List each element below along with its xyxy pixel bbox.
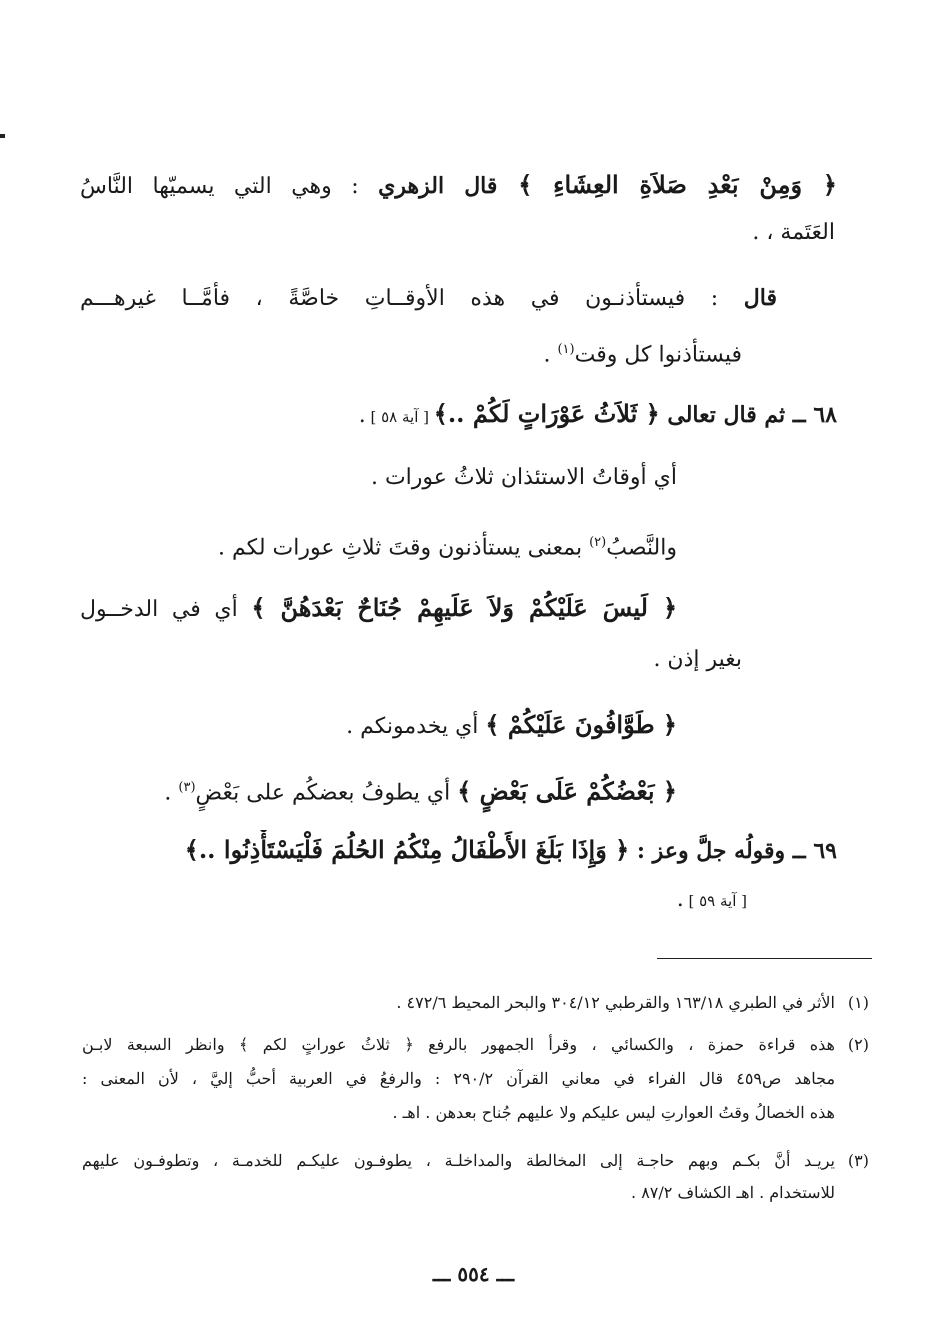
body-text: أي في الدخــول — [80, 597, 252, 622]
body-line-2 — [80, 213, 835, 253]
body-line-11 — [80, 768, 677, 813]
footnote-ref: (٢) — [589, 535, 607, 550]
body-line-1 — [80, 165, 837, 207]
body-line-10 — [80, 705, 677, 747]
body-text: . — [164, 780, 179, 806]
footnote-2-line-2: مجاهد ص٤٥٩ قال الفراء في معاني القرآن ٢٩٠/٢ : والرفعُ في العربية أحبُّ إليَّ ، لأن المعنى : — [82, 1069, 835, 1088]
footnote-3-line-1: يريـد أنَّ بكـم وبهم حاجـة إلى المخالطة والمداخلـة ، يطوفـون عليكـم للخدمـة ، وتطوفـون عليهم — [82, 1151, 835, 1170]
body-line-9 — [80, 640, 742, 680]
quran-verse: ﴿ وَإِذَا بَلَغَ الأَطْفَالُ مِنْكُمُ الحُلُمَ فَلْيَسْتَأْذِنُوا ..﴾ — [184, 835, 630, 864]
footnote-number: (٢) — [847, 1035, 869, 1054]
footnote-2-line-3: هذه الخصالُ وقتُ العوارتِ ليس عليكم ولا عليهم جُناح بعدهن . اهـ . — [392, 1103, 835, 1122]
speaker-name: قال — [743, 285, 777, 311]
footnote-ref: (٣) — [178, 780, 196, 795]
body-line-6 — [80, 458, 677, 498]
footnote-separator — [657, 958, 872, 959]
body-line-4 — [80, 330, 742, 375]
footnote-2-line-1: هذه قراءة حمزة ، والكسائي ، وقرأ الجمهور بالرفع ﴿ ثلاثُ عوراتٍ لكم ﴾ وانظر السبعة لابـن — [82, 1035, 835, 1054]
body-text: . — [543, 342, 558, 368]
scan-artifact — [0, 134, 5, 138]
footnote-ref: (١) — [557, 342, 575, 357]
speaker-name: قال الزهري — [378, 173, 498, 199]
verse-reference-line — [80, 880, 747, 921]
body-text: بمعنى يستأذنون وقتَ ثلاثِ عورات لكم . — [218, 535, 590, 561]
entry-69-heading — [80, 830, 837, 872]
body-text: بغير إذن . — [653, 647, 742, 672]
quran-verse: ﴿ طَوَّافُونَ عَلَيْكُمْ ﴾ — [485, 710, 677, 739]
body-text: والنَّصبُ — [606, 535, 677, 561]
body-text: . — [676, 887, 684, 912]
entry-68-heading — [80, 394, 837, 437]
page-number: ـــ ٥٥٤ ـــ — [432, 1262, 515, 1286]
quran-verse: ﴿ وَمِنْ بَعْدِ صَلاَةِ العِشَاءِ ﴾ — [497, 170, 837, 199]
quran-verse: ﴿ ثَلاَثُ عَوْرَاتٍ لَكُمْ ..﴾ — [433, 399, 660, 428]
body-line-8 — [80, 588, 677, 630]
body-text: أي يطوفُ بعضكُم على بَعْضٍ — [195, 780, 458, 806]
body-text: أي يخدمونكم . — [346, 714, 486, 739]
entry-number: ٦٩ ــ وقولُه جلَّ وعز : — [629, 838, 837, 864]
footnote-1-line-1: الأثر في الطبري ١٦٣/١٨ والقرطبي ٣٠٤/١٢ والبحر المحيط ٤٧٢/٦ . — [396, 993, 835, 1012]
body-text: : فيستأذنـون في هذه الأوقــاتِ خاصَّةً ، فأمَّــا غيرهـــم — [80, 286, 744, 311]
footnote-number: (١) — [847, 993, 869, 1012]
verse-reference: [ آية ٥٨ ] — [365, 408, 434, 426]
body-text: : وهي التي يسميّها النَّاسُ — [80, 174, 379, 199]
footnote-number: (٣) — [847, 1151, 869, 1170]
body-text: العَتَمة ، . — [752, 220, 835, 245]
entry-number: ٦٨ ــ ثم قال تعالى — [659, 402, 837, 428]
body-text: . — [358, 403, 366, 428]
quran-verse: ﴿ لَيسَ عَلَيْكُمْ وَلاَ عَلَيهِمْ جُنَاحٌ بَعْدَهُنَّ ﴾ — [251, 593, 677, 622]
body-text: فيستأذنوا كل وقت — [574, 342, 742, 368]
quran-verse: ﴿ بَعْضُكُمْ عَلَى بَعْضٍ ﴾ — [457, 776, 677, 806]
footnote-3-line-2: للاستخدام . اهـ الكشاف ٨٧/٢ . — [631, 1183, 835, 1202]
body-text: أي أوقاتُ الاستئذان ثلاثُ عورات . — [370, 465, 677, 490]
verse-reference: [ آية ٥٩ ] — [683, 892, 747, 910]
body-line-3 — [80, 278, 835, 319]
body-line-7 — [80, 523, 677, 568]
